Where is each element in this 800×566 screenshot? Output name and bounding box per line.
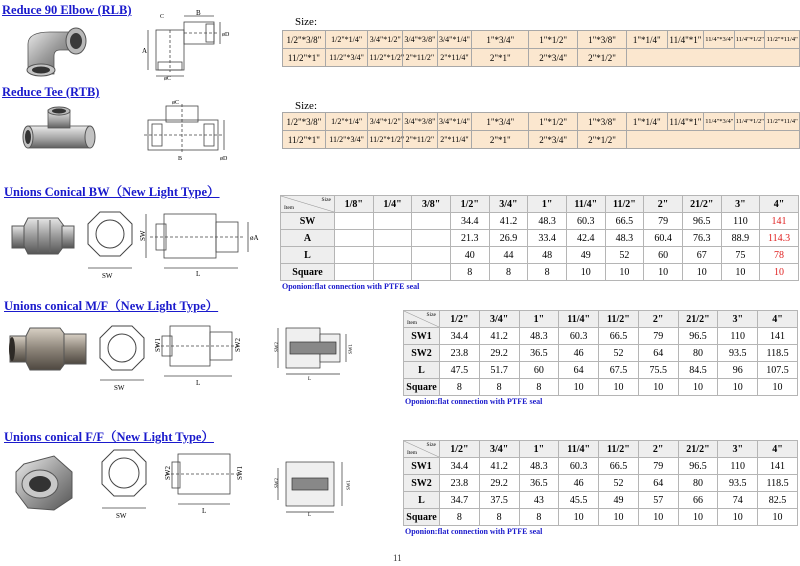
ff-size-item-corner: [404, 441, 440, 458]
tee-title: Reduce Tee (RTB): [2, 85, 100, 99]
ff-cell: 41.2: [479, 458, 519, 475]
ff-cell: 57: [638, 492, 678, 509]
ff-cell: 66.5: [599, 458, 639, 475]
mf-photo: [6, 322, 90, 376]
mf-section-drawing: [270, 322, 354, 380]
elbow-dim-phid: øD: [222, 32, 230, 38]
mf-col-header: 4": [758, 311, 798, 328]
tee-size-cell: 1/2"*1/4": [325, 113, 368, 131]
ff-dim-sw1: SW1: [236, 466, 244, 480]
bw-front-drawing: [84, 208, 136, 280]
mf-header-row: [404, 311, 798, 328]
mf-corner-size: Size: [426, 312, 436, 318]
ff-cell: 74: [718, 492, 758, 509]
bw-cell: 44: [489, 247, 528, 264]
ff-row: [404, 492, 798, 509]
mf-spec-table: [403, 310, 798, 396]
ff-cell: 8: [519, 509, 559, 526]
ff-cell: 10: [678, 509, 718, 526]
mf-cell: 96.5: [678, 328, 718, 345]
ff-cell: 34.7: [440, 492, 480, 509]
bw-cell: 8: [489, 264, 528, 281]
bw-cell: 48.3: [528, 213, 567, 230]
bw-col-header: 1/8": [335, 196, 374, 213]
bw-cell: [373, 264, 412, 281]
bw-cell: [412, 230, 451, 247]
elbow-dim-a: A: [142, 47, 148, 55]
ff-cell: 23.8: [440, 475, 480, 492]
bw-cell: 10: [760, 264, 799, 281]
bw-cell: 41.2: [489, 213, 528, 230]
tee-size-cell: 11/2"*11/4": [765, 113, 800, 131]
bw-header-row: [281, 196, 799, 213]
tee-size-cell: 11/2"*1": [283, 131, 326, 149]
mf-dim-sw2: SW2: [234, 338, 242, 352]
bw-cell: 40: [450, 247, 489, 264]
elbow-title: Reduce 90 Elbow (RLB): [2, 3, 132, 17]
bw-cell: 96.5: [682, 213, 721, 230]
mf-cell: 34.4: [440, 328, 480, 345]
bw-cell: 8: [528, 264, 567, 281]
tee-size-cell: 11/4"*1": [667, 113, 704, 131]
bw-cell: 52: [605, 247, 644, 264]
mf-cell: 8: [440, 379, 480, 396]
mf-cell: 48.3: [519, 328, 559, 345]
bw-cell: 88.9: [721, 230, 760, 247]
bw-col-header: 1/4": [373, 196, 412, 213]
ff-header-row: [404, 441, 798, 458]
bw-dim-l: L: [196, 270, 201, 278]
bw-col-header: 4": [760, 196, 799, 213]
mf-cell: 10: [678, 379, 718, 396]
ff-cell: 10: [758, 509, 798, 526]
mf-cell: 46: [559, 345, 599, 362]
tee-size-cell: 1"*3/8": [578, 113, 627, 131]
tee-size-empty-cell: [626, 131, 799, 149]
elbow-dim-phic: øC: [164, 76, 172, 82]
bw-cell: 10: [605, 264, 644, 281]
elbow-size-cell: 11/2"*1/2": [368, 49, 403, 67]
tee-size-cell: 1"*1/4": [626, 113, 667, 131]
tee-photo: [18, 104, 100, 160]
elbow-size-cell: 11/4"*1": [667, 31, 704, 49]
ff-col-header: 11/2": [599, 441, 639, 458]
ff-cell: 60.3: [559, 458, 599, 475]
bw-size-item-corner: [281, 196, 335, 213]
mf-col-header: 3": [718, 311, 758, 328]
ff-sec-sw2: SW2: [275, 478, 280, 488]
ff-row-label: SW2: [404, 475, 440, 492]
mf-cell: 10: [758, 379, 798, 396]
ff-photo: [10, 450, 82, 516]
elbow-size-cell: 1"*1/2": [529, 31, 578, 49]
bw-cell: 48.3: [605, 230, 644, 247]
bw-row: [281, 264, 799, 281]
bw-cell: 60.4: [644, 230, 683, 247]
mf-col-header: 2": [638, 311, 678, 328]
ff-cell: 64: [638, 475, 678, 492]
mf-cell: 141: [758, 328, 798, 345]
mf-cell: 23.8: [440, 345, 480, 362]
mf-dim-sw1: SW1: [154, 338, 162, 352]
mf-col-header: 21/2": [678, 311, 718, 328]
elbow-size-cell: 11/4"*3/4": [704, 31, 735, 49]
ff-cell: 10: [718, 509, 758, 526]
bw-col-header: 1": [528, 196, 567, 213]
bw-cell: 48: [528, 247, 567, 264]
mf-cell: 110: [718, 328, 758, 345]
ff-dim-l: L: [202, 507, 207, 515]
tee-size-cell: 3/4"*1/2": [368, 113, 403, 131]
ff-sec-sw1: SW1: [347, 480, 352, 490]
bw-dim-sw-front: SW: [102, 272, 113, 280]
ff-col-header: 1/2": [440, 441, 480, 458]
ff-row-label: Square: [404, 509, 440, 526]
bw-col-header: 3/4": [489, 196, 528, 213]
mf-cell: 107.5: [758, 362, 798, 379]
mf-cell: 93.5: [718, 345, 758, 362]
bw-cell: 8: [450, 264, 489, 281]
mf-cell: 118.5: [758, 345, 798, 362]
ff-cell: 37.5: [479, 492, 519, 509]
bw-dim-phia: øA: [250, 234, 259, 242]
bw-row-label: A: [281, 230, 335, 247]
bw-col-header: 2": [644, 196, 683, 213]
mf-row: [404, 379, 798, 396]
tee-size-cell: 2"*3/4": [529, 131, 578, 149]
mf-row: [404, 345, 798, 362]
bw-row: [281, 213, 799, 230]
ff-cell: 96.5: [678, 458, 718, 475]
bw-cell: 76.3: [682, 230, 721, 247]
bw-col-header: 3/8": [412, 196, 451, 213]
ff-row: [404, 475, 798, 492]
ff-cell: 48.3: [519, 458, 559, 475]
ff-cell: 45.5: [559, 492, 599, 509]
tee-size-table: [282, 112, 800, 149]
bw-cell: 66.5: [605, 213, 644, 230]
bw-corner-item: Item: [284, 205, 295, 211]
ff-col-header: 11/4": [559, 441, 599, 458]
ff-corner-item: Item: [407, 450, 418, 456]
mf-cell: 8: [479, 379, 519, 396]
ff-spec-table: [403, 440, 798, 526]
mf-row-label: Square: [404, 379, 440, 396]
mf-cell: 36.5: [519, 345, 559, 362]
elbow-size-row: [283, 49, 800, 67]
tee-dim-phid: øD: [220, 156, 228, 162]
mf-row: [404, 328, 798, 345]
elbow-size-cell: 11/2"*3/4": [325, 49, 368, 67]
bw-cell: 26.9: [489, 230, 528, 247]
bw-cell: 10: [566, 264, 605, 281]
bw-cell: [373, 230, 412, 247]
bw-note: Oponion:flat connection with PTFE seal: [282, 282, 420, 291]
elbow-size-cell: 1"*3/4": [472, 31, 529, 49]
mf-col-header: 3/4": [479, 311, 519, 328]
mf-col-header: 11/4": [559, 311, 599, 328]
mf-cell: 10: [638, 379, 678, 396]
elbow-size-cell: 2"*11/4": [437, 49, 472, 67]
elbow-dim-b: B: [196, 9, 201, 17]
bw-spec-table: [280, 195, 799, 281]
mf-cell: 52: [599, 345, 639, 362]
bw-col-header: 3": [721, 196, 760, 213]
mf-cell: 10: [599, 379, 639, 396]
elbow-dim-c: C: [160, 14, 165, 20]
mf-cell: 80: [678, 345, 718, 362]
ff-col-header: 3": [718, 441, 758, 458]
mf-cell: 67.5: [599, 362, 639, 379]
ff-row-label: L: [404, 492, 440, 509]
mf-cell: 51.7: [479, 362, 519, 379]
mf-side-drawing: [150, 318, 246, 388]
ff-cell: 34.4: [440, 458, 480, 475]
ff-cell: 36.5: [519, 475, 559, 492]
ff-cell: 10: [559, 509, 599, 526]
tee-size-row: [283, 113, 800, 131]
mf-size-item-corner: [404, 311, 440, 328]
ff-cell: 8: [440, 509, 480, 526]
ff-side-drawing: [160, 446, 250, 516]
mf-row: [404, 362, 798, 379]
tee-size-cell: 11/4"*3/4": [704, 113, 735, 131]
ff-cell: 141: [758, 458, 798, 475]
bw-cell: [335, 213, 374, 230]
elbow-drawing: [138, 10, 230, 80]
bw-cell: 42.4: [566, 230, 605, 247]
ff-cell: 79: [638, 458, 678, 475]
bw-cell: [335, 247, 374, 264]
elbow-size-cell: 11/4"*1/2": [734, 31, 765, 49]
bw-cell: [373, 213, 412, 230]
tee-size-row: [283, 131, 800, 149]
mf-cell: 60: [519, 362, 559, 379]
ff-cell: 49: [599, 492, 639, 509]
ff-cell: 29.2: [479, 475, 519, 492]
ff-cell: 66: [678, 492, 718, 509]
elbow-size-cell: 1/2"*1/4": [325, 31, 368, 49]
ff-sec-l: L: [308, 513, 312, 518]
bw-cell: 114.3: [760, 230, 799, 247]
bw-cell: 10: [644, 264, 683, 281]
ff-col-header: 21/2": [678, 441, 718, 458]
ff-cell: 46: [559, 475, 599, 492]
tee-size-cell: 1/2"*3/8": [283, 113, 326, 131]
mf-cell: 10: [559, 379, 599, 396]
bw-cell: 49: [566, 247, 605, 264]
mf-row-label: SW1: [404, 328, 440, 345]
mf-cell: 64: [559, 362, 599, 379]
mf-cell: 79: [638, 328, 678, 345]
mf-front-drawing: [96, 322, 148, 392]
bw-cell: [373, 247, 412, 264]
bw-cell: 34.4: [450, 213, 489, 230]
mf-cell: 60.3: [559, 328, 599, 345]
ff-note: Oponion:flat connection with PTFE seal: [405, 527, 543, 536]
elbow-size-cell: 2"*1": [472, 49, 529, 67]
mf-sec-sw2: SW2: [275, 342, 280, 352]
bw-row-label: SW: [281, 213, 335, 230]
elbow-size-empty-cell: [626, 49, 799, 67]
ff-cell: 10: [638, 509, 678, 526]
ff-cell: 8: [479, 509, 519, 526]
elbow-size-cell: 11/2"*1": [283, 49, 326, 67]
bw-row-label: Square: [281, 264, 335, 281]
bw-cell: 60.3: [566, 213, 605, 230]
mf-cell: 75.5: [638, 362, 678, 379]
bw-cell: 10: [721, 264, 760, 281]
ff-col-header: 4": [758, 441, 798, 458]
mf-cell: 10: [718, 379, 758, 396]
elbow-size-cell: 3/4"*1/4": [437, 31, 472, 49]
mf-col-header: 1": [519, 311, 559, 328]
ff-section-drawing: [270, 458, 354, 516]
bw-cell: [412, 213, 451, 230]
ff-row-label: SW1: [404, 458, 440, 475]
mf-cell: 66.5: [599, 328, 639, 345]
bw-cell: [335, 230, 374, 247]
bw-cell: [335, 264, 374, 281]
mf-dim-l: L: [196, 379, 201, 387]
tee-size-cell: 11/2"*1/2": [368, 131, 403, 149]
tee-dim-phic: øC: [172, 100, 180, 106]
mf-cell: 96: [718, 362, 758, 379]
mf-cell: 64: [638, 345, 678, 362]
mf-cell: 47.5: [440, 362, 480, 379]
tee-dim-b: B: [178, 156, 183, 162]
elbow-size-table: [282, 30, 800, 67]
mf-dim-sw: SW: [114, 384, 125, 392]
elbow-size-cell: 1/2"*3/8": [283, 31, 326, 49]
ff-row: [404, 509, 798, 526]
tee-size-cell: 11/2"*3/4": [325, 131, 368, 149]
bw-cell: 60: [644, 247, 683, 264]
mf-note: Oponion:flat connection with PTFE seal: [405, 397, 543, 406]
bw-corner-size: Size: [321, 197, 331, 203]
ff-cell: 93.5: [718, 475, 758, 492]
mf-cell: 41.2: [479, 328, 519, 345]
ff-col-header: 1": [519, 441, 559, 458]
elbow-size-cell: 3/4"*1/2": [368, 31, 403, 49]
elbow-size-row: [283, 31, 800, 49]
tee-size-cell: 3/4"*1/4": [437, 113, 472, 131]
bw-cell: 79: [644, 213, 683, 230]
tee-drawing: [140, 98, 228, 166]
bw-row-label: L: [281, 247, 335, 264]
page-number: 11: [393, 553, 402, 563]
mf-row-label: L: [404, 362, 440, 379]
mf-cell: 84.5: [678, 362, 718, 379]
ff-cell: 43: [519, 492, 559, 509]
bw-row: [281, 247, 799, 264]
bw-photo: [8, 212, 78, 260]
ff-cell: 80: [678, 475, 718, 492]
elbow-size-cell: 2"*3/4": [529, 49, 578, 67]
bw-title: Unions Conical BW（New Light Type）: [4, 185, 220, 199]
bw-col-header: 11/4": [566, 196, 605, 213]
tee-size-cell: 1"*1/2": [529, 113, 578, 131]
tee-size-label: Size:: [295, 100, 317, 112]
mf-title: Unions conical M/F（New Light Type）: [4, 299, 219, 313]
tee-size-cell: 2"*1": [472, 131, 529, 149]
bw-dim-sw-side: SW: [139, 230, 147, 241]
bw-cell: 141: [760, 213, 799, 230]
ff-cell: 118.5: [758, 475, 798, 492]
bw-col-header: 1/2": [450, 196, 489, 213]
mf-sec-l: L: [308, 377, 312, 382]
bw-cell: 21.3: [450, 230, 489, 247]
bw-col-header: 21/2": [682, 196, 721, 213]
mf-row-label: SW2: [404, 345, 440, 362]
ff-row: [404, 458, 798, 475]
mf-col-header: 11/2": [599, 311, 639, 328]
ff-cell: 10: [599, 509, 639, 526]
elbow-size-cell: 1"*1/4": [626, 31, 667, 49]
bw-cell: 67: [682, 247, 721, 264]
bw-cell: 33.4: [528, 230, 567, 247]
mf-cell: 8: [519, 379, 559, 396]
ff-cell: 82.5: [758, 492, 798, 509]
tee-size-cell: 2"*11/2": [403, 131, 438, 149]
bw-cell: [412, 264, 451, 281]
elbow-size-cell: 2"*1/2": [578, 49, 627, 67]
ff-front-drawing: [98, 446, 152, 520]
ff-cell: 110: [718, 458, 758, 475]
mf-col-header: 1/2": [440, 311, 480, 328]
elbow-size-cell: 2"*11/2": [403, 49, 438, 67]
mf-sec-sw1: SW1: [349, 344, 354, 354]
tee-size-cell: 11/4"*1/2": [734, 113, 765, 131]
ff-dim-sw2: SW2: [164, 466, 172, 480]
mf-corner-item: Item: [407, 320, 418, 326]
ff-col-header: 2": [638, 441, 678, 458]
tee-size-cell: 1"*3/4": [472, 113, 529, 131]
ff-corner-size: Size: [426, 442, 436, 448]
ff-col-header: 3/4": [479, 441, 519, 458]
mf-cell: 29.2: [479, 345, 519, 362]
bw-cell: 75: [721, 247, 760, 264]
bw-cell: 110: [721, 213, 760, 230]
tee-size-cell: 3/4"*3/8": [403, 113, 438, 131]
elbow-size-label: Size:: [295, 16, 317, 28]
ff-dim-sw: SW: [116, 512, 127, 520]
tee-size-cell: 2"*11/4": [437, 131, 472, 149]
elbow-size-cell: 3/4"*3/8": [403, 31, 438, 49]
bw-cell: [412, 247, 451, 264]
bw-cell: 78: [760, 247, 799, 264]
bw-cell: 10: [682, 264, 721, 281]
ff-title: Unions conical F/F（New Light Type）: [4, 430, 214, 444]
bw-side-drawing: [140, 208, 264, 280]
bw-col-header: 11/2": [605, 196, 644, 213]
elbow-size-cell: 11/2"*11/4": [765, 31, 800, 49]
tee-size-cell: 2"*1/2": [578, 131, 627, 149]
ff-cell: 52: [599, 475, 639, 492]
elbow-size-cell: 1"*3/8": [578, 31, 627, 49]
bw-row: [281, 230, 799, 247]
elbow-photo: [20, 22, 92, 77]
